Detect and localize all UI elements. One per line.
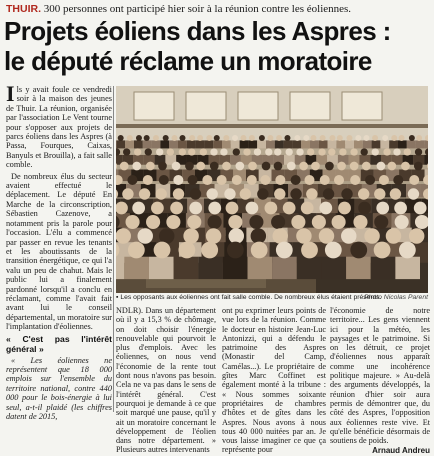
audience-head xyxy=(267,135,273,141)
audience-head xyxy=(240,135,246,141)
audience-head xyxy=(217,175,227,185)
audience-head xyxy=(283,202,296,215)
audience-body xyxy=(223,257,248,279)
audience-head xyxy=(332,215,346,229)
audience-head xyxy=(276,242,293,259)
audience-head xyxy=(139,188,150,199)
photo-caption xyxy=(116,293,428,302)
audience-head xyxy=(126,215,140,229)
audience-head xyxy=(339,148,346,155)
audience-head xyxy=(265,148,272,155)
audience-head xyxy=(358,202,371,215)
audience-head xyxy=(319,202,332,215)
audience-body xyxy=(169,140,178,148)
audience-head xyxy=(350,162,359,171)
audience-head xyxy=(159,228,174,243)
audience-head xyxy=(233,148,240,155)
audience-head xyxy=(151,202,164,215)
audience-body xyxy=(328,140,337,148)
audience-head xyxy=(248,162,257,171)
audience-head xyxy=(170,202,183,215)
audience-head xyxy=(274,188,285,199)
audience-body xyxy=(416,140,425,148)
audience-head xyxy=(127,135,133,141)
audience-head xyxy=(404,148,411,155)
audience-head xyxy=(363,135,369,141)
audience-body xyxy=(116,140,125,148)
audience-head xyxy=(379,175,389,185)
kicker-tag: THUIR. xyxy=(6,3,41,15)
audience-body xyxy=(178,140,187,148)
audience-head xyxy=(136,135,142,141)
audience-head xyxy=(353,215,367,229)
audience-body xyxy=(380,140,389,148)
audience-head xyxy=(178,242,195,259)
audience-head xyxy=(187,215,201,229)
audience-head xyxy=(206,188,217,199)
audience-head xyxy=(325,242,342,259)
audience-head xyxy=(307,148,314,155)
audience-head xyxy=(304,175,314,185)
audience-head xyxy=(247,175,257,185)
audience-head xyxy=(188,148,195,155)
audience-head xyxy=(372,135,378,141)
audience-body xyxy=(395,257,420,279)
audience-head xyxy=(323,188,334,199)
audience-body xyxy=(222,140,231,148)
audience-body xyxy=(240,140,249,148)
audience-head xyxy=(208,202,221,215)
audience-head xyxy=(408,188,419,199)
audience-head xyxy=(294,135,300,141)
audience-body xyxy=(125,140,134,148)
audience-head xyxy=(232,175,242,185)
audience-head xyxy=(274,162,283,171)
audience-head xyxy=(276,135,282,141)
audience-body xyxy=(257,140,266,148)
audience-head xyxy=(214,135,220,141)
kicker-text: 300 personnes ont participé hier soir à la réunion contre les éoliennes. xyxy=(41,3,351,15)
audience-head xyxy=(374,188,385,199)
audience-head xyxy=(146,215,160,229)
audience-head xyxy=(254,148,261,155)
audience-body xyxy=(319,140,328,148)
audience-body xyxy=(424,155,428,165)
audience-head xyxy=(393,175,403,185)
audience-head xyxy=(383,148,390,155)
audience-head xyxy=(320,135,326,141)
audience-head xyxy=(202,175,212,185)
audience-head xyxy=(220,148,227,155)
audience-head xyxy=(395,215,409,229)
audience-head xyxy=(206,228,221,243)
audience-head xyxy=(372,148,379,155)
col2-text: NDLR). Dans un département où il y a 15,3 % de chômage, on doit choisir l'énergie renouvelable qui pourvoit le plus d'emplois. Avec les éoliennes, on nous vend l'économie de la rente tout dont nous n'avons pas besoin. Cela ne va pas dans le sens de l'intérêt général. C'est pourquoi je demande à ce que soit marqué une pause, qu'il y ait un moratoire concernant le développement de l'éolien dans notre département. » Plusieurs autres intervenants xyxy=(116,306,216,455)
audience-body xyxy=(346,257,371,279)
audience-head xyxy=(409,135,415,141)
audience-head xyxy=(334,175,344,185)
audience-body xyxy=(134,140,143,148)
meeting-photo xyxy=(116,86,428,293)
audience-head xyxy=(394,202,407,215)
audience-head xyxy=(306,188,317,199)
audience-head xyxy=(127,175,137,185)
audience-head xyxy=(189,135,195,141)
audience-head xyxy=(290,188,301,199)
article-column-4 xyxy=(330,306,430,456)
audience-head xyxy=(188,175,198,185)
audience-body xyxy=(204,140,213,148)
audience-head xyxy=(158,162,167,171)
audience-head xyxy=(189,202,202,215)
audience-head xyxy=(350,175,360,185)
audience-head xyxy=(259,135,265,141)
audience-head xyxy=(320,175,330,185)
audience-head xyxy=(301,242,318,259)
audience-head xyxy=(179,148,186,155)
audience-body xyxy=(213,140,222,148)
audience-body xyxy=(149,257,174,279)
audience-head xyxy=(153,135,159,141)
audience-head xyxy=(226,202,239,215)
audience-body xyxy=(407,140,416,148)
audience-head xyxy=(382,135,388,141)
audience-head xyxy=(312,215,326,229)
audience-head xyxy=(329,135,335,141)
audience-head xyxy=(364,228,379,243)
audience-head xyxy=(118,135,124,141)
audience-head xyxy=(291,215,305,229)
audience-head xyxy=(260,175,270,185)
audience-head xyxy=(251,228,266,243)
audience-head xyxy=(227,242,244,259)
audience-head xyxy=(365,175,375,185)
audience-body xyxy=(275,140,284,148)
audience-head xyxy=(301,202,314,215)
audience-head xyxy=(146,162,155,171)
audience-head xyxy=(338,202,351,215)
audience-body xyxy=(398,140,407,148)
audience-head xyxy=(128,242,145,259)
audience-head xyxy=(399,135,405,141)
col1-paragraph-2: De nombreux élus du secteur avaient effectué le déplacement. Le député En Marche de la circonscription, Sébastien Cazenove, a notamment pris la parole pour l'occasion. L'élu a commencé par passer en revue les tenants et les aboutissants de la transition énergétique, ce qui l'a valu un peu de chahut. Mais le public lui a finalement pardonné lorsqu'il a conclu en réclamant, comme l'avait fait avant lui le conseil départemental, un moratoire sur l'implantation d'éoliennes. xyxy=(6,172,112,332)
audience-head xyxy=(228,215,242,229)
audience-body xyxy=(116,257,124,279)
article-column-3 xyxy=(222,306,326,455)
audience-head xyxy=(296,148,303,155)
audience-head xyxy=(120,162,129,171)
audience-body xyxy=(152,140,161,148)
col4-text: l'économie de notre territoire... Les gens viennent ici pour la météo, les paysages et le patrimoine. Si on les détruit, ce projet d'éoliennes nous apparaît comme une incohérence politique majeure. » Au-delà des arguments développés, la réunion d'hier soir aura permis de démontrer que, du côté des Aspres, l'opposition aux éoliennes reste vive. Et qu'elle bénéficie désormais de soutiens de poids. xyxy=(330,306,430,445)
audience-head xyxy=(303,135,309,141)
article-column-1 xyxy=(6,85,112,423)
audience-body xyxy=(424,140,428,148)
byline: Arnaud Andreu xyxy=(330,446,430,455)
audience-body xyxy=(297,257,322,279)
audience-head xyxy=(409,228,424,243)
audience-head xyxy=(143,175,153,185)
audience-body xyxy=(310,140,319,148)
audience-head xyxy=(291,175,301,185)
audience-head xyxy=(341,188,352,199)
audience-body xyxy=(354,140,363,148)
audience-head xyxy=(116,228,131,243)
audience-head xyxy=(206,135,212,141)
audience-head xyxy=(273,228,288,243)
audience-head xyxy=(224,188,235,199)
audience-head xyxy=(337,162,346,171)
subhead: « C'est pas l'intérêt général » xyxy=(6,334,112,354)
audience-head xyxy=(350,242,367,259)
audience-head xyxy=(249,135,255,141)
audience-head xyxy=(390,188,401,199)
audience-head xyxy=(156,148,163,155)
audience-head xyxy=(163,135,169,141)
audience-head xyxy=(391,135,397,141)
audience-head xyxy=(299,162,308,171)
audience-head xyxy=(134,148,141,155)
photo-credit: Photo Nicolas Parent xyxy=(364,293,428,302)
meeting-photo-image xyxy=(116,86,428,293)
audience-body xyxy=(196,140,205,148)
audience-head xyxy=(415,148,422,155)
audience-body xyxy=(272,257,297,279)
audience-head xyxy=(362,162,371,171)
audience-body xyxy=(321,257,346,279)
audience-body xyxy=(372,140,381,148)
audience-head xyxy=(243,148,250,155)
audience-head xyxy=(257,188,268,199)
audience-head xyxy=(274,148,281,155)
audience-head xyxy=(173,188,184,199)
audience-body xyxy=(363,140,372,148)
audience-body xyxy=(174,257,199,279)
audience-head xyxy=(377,162,386,171)
audience-head xyxy=(132,162,141,171)
drop-cap: I xyxy=(6,85,17,103)
audience-body xyxy=(248,257,273,279)
audience-head xyxy=(132,202,145,215)
audience-head xyxy=(232,135,238,141)
audience-head xyxy=(183,228,198,243)
audience-head xyxy=(200,148,207,155)
audience-body xyxy=(231,140,240,148)
audience-head xyxy=(287,162,296,171)
audience-head xyxy=(393,148,400,155)
audience-head xyxy=(122,188,133,199)
audience-head xyxy=(154,242,171,259)
audience-head xyxy=(208,215,222,229)
audience-head xyxy=(275,175,285,185)
col3-text: ont pu exprimer leurs points de vue lors de la réunion. Comme le docteur en histoire Jean-Luc Antonizzi, qui a défendu le patrimoine des Aspres (Monastir del Camp, Camélas...). Le propriétaire de gîtes Marc Coffinet est également monté à la tribune : « Nous sommes soixante propriétaires de chambres d'hôtes et de gîtes dans les Aspres. Nous avons à nous tous 40 000 nuitées par an. Je vous laisse imaginer ce que ça représente pour xyxy=(222,306,326,455)
audience-head xyxy=(138,228,153,243)
audience-head xyxy=(223,135,229,141)
audience-head xyxy=(361,148,368,155)
audience-head xyxy=(341,228,356,243)
audience-head xyxy=(350,148,357,155)
audience-head xyxy=(376,202,389,215)
audience-head xyxy=(265,202,278,215)
audience-head xyxy=(222,162,231,171)
audience-head xyxy=(262,162,271,171)
audience-body xyxy=(301,140,310,148)
kicker xyxy=(6,3,351,16)
audience-head xyxy=(251,242,268,259)
audience-head xyxy=(374,215,388,229)
audience-head xyxy=(180,135,186,141)
audience-head xyxy=(358,188,369,199)
audience-body xyxy=(266,140,275,148)
audience-head xyxy=(144,135,150,141)
audience-head xyxy=(328,148,335,155)
audience-head xyxy=(190,188,201,199)
audience-head xyxy=(284,135,290,141)
audience-head xyxy=(210,162,219,171)
audience-head xyxy=(355,135,361,141)
audience-body xyxy=(284,140,293,148)
audience-head xyxy=(401,162,410,171)
audience-body xyxy=(336,140,345,148)
audience-head xyxy=(318,148,325,155)
audience-head xyxy=(197,135,203,141)
audience-head xyxy=(167,148,174,155)
audience-head xyxy=(155,188,166,199)
audience-body xyxy=(389,140,398,148)
headline-line-2: le député réclame un moratoire xyxy=(4,46,430,76)
audience-head xyxy=(201,242,218,259)
audience-head xyxy=(319,228,334,243)
audience-body xyxy=(198,257,223,279)
audience-head xyxy=(123,148,130,155)
audience-head xyxy=(409,175,419,185)
headline xyxy=(4,16,430,76)
audience-head xyxy=(285,148,292,155)
audience-head xyxy=(414,202,427,215)
audience-body xyxy=(371,257,396,279)
article-column-2 xyxy=(116,306,216,455)
audience-body xyxy=(248,140,257,148)
audience-head xyxy=(311,162,320,171)
audience-head xyxy=(296,228,311,243)
audience-head xyxy=(271,215,285,229)
audience-head xyxy=(172,135,178,141)
audience-head xyxy=(159,175,169,185)
audience-head xyxy=(374,242,391,259)
caption-square-icon: ▪ xyxy=(116,294,120,301)
audience-head xyxy=(414,162,423,171)
audience-head xyxy=(145,148,152,155)
audience-head xyxy=(337,135,343,141)
audience-head xyxy=(210,148,217,155)
col1-paragraph-1: ls y avait foule ce vendredi soir à la maison des jeunes de Thuir. La réunion, organisée par l'association Le Vent tourne pour s'opposer aux projets de parcs éoliens dans les Aspres (à Passa, Fourques, Caixas, Banyuls et Brouilla), a fait salle comble. xyxy=(6,85,112,169)
audience-head xyxy=(240,188,251,199)
audience-body xyxy=(160,140,169,148)
audience-head xyxy=(416,135,422,141)
audience-head xyxy=(387,162,396,171)
caption-text: Les opposants aux éoliennes ont fait salle comble. De nombreux élus étaient présents. xyxy=(120,294,381,301)
audience-head xyxy=(229,228,244,243)
audience-head xyxy=(246,202,259,215)
audience-head xyxy=(173,175,183,185)
audience-head xyxy=(185,162,194,171)
audience-body xyxy=(143,140,152,148)
audience-head xyxy=(249,215,263,229)
audience-head xyxy=(196,162,205,171)
audience-head xyxy=(399,242,416,259)
divider xyxy=(113,86,114,412)
audience-head xyxy=(310,135,316,141)
audience-head xyxy=(166,215,180,229)
audience-head xyxy=(235,162,244,171)
col1-paragraph-3: « Les éoliennes ne représentent que 18 000 emplois sur l'ensemble du territoire national, contre 440 000 pour le bois-énergie à lui seul, a-t-il plaidé (les chiffres datent de 2015, xyxy=(6,356,112,422)
audience-head xyxy=(386,228,401,243)
headline-line-1: Projets éoliens dans les Aspres : xyxy=(4,16,430,46)
audience-body xyxy=(187,140,196,148)
audience-body xyxy=(292,140,301,148)
audience-body xyxy=(124,257,149,279)
audience-body xyxy=(345,140,354,148)
audience-head xyxy=(346,135,352,141)
audience-head xyxy=(172,162,181,171)
audience-head xyxy=(325,162,334,171)
